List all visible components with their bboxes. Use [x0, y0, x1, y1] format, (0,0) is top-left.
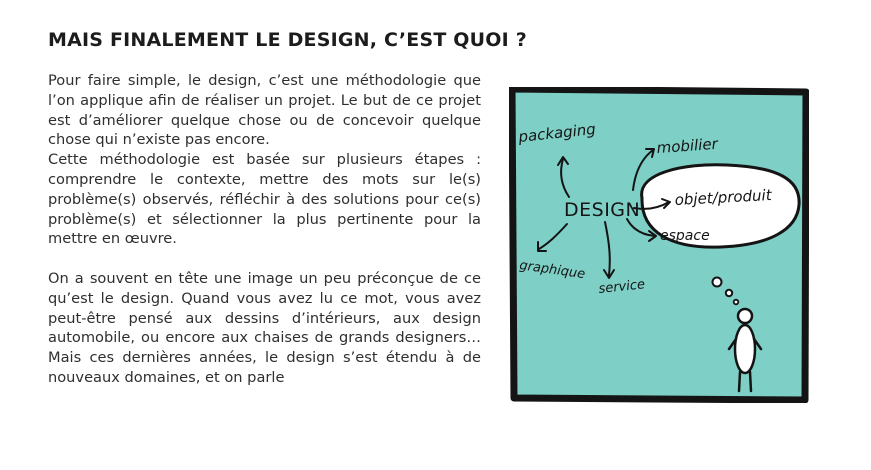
paragraph-3: On a souvent en tête une image un peu préconçue de ce qu’est le design. Quand vous avez lu ce mot, vous avez peut-être pensé aux dessins d’intérieurs, aux design automobile, ou encore aux chaises de grands designers… Mais ces dernières années, le design s’est étendu à de nouveaux domaines, et on parle	[48, 269, 481, 386]
thought-dot-large	[713, 278, 722, 287]
design-illustration	[509, 87, 809, 403]
label-mobilier: mobilier	[656, 134, 719, 157]
page-title: MAIS FINALEMENT LE DESIGN, C’EST QUOI ?	[48, 29, 527, 51]
label-espace: espace	[660, 228, 710, 244]
paragraph-2: Cette méthodologie est basée sur plusieurs étapes : comprendre le contexte, mettre des mots sur le(s) problème(s) observés, réfléchir à des solutions pour ce(s) problème(s) et sélectionner la plus pertinente pour la mettre en œuvre.	[48, 151, 481, 248]
label-objet-produit: objet/produit	[674, 185, 773, 209]
label-graphique: graphique	[518, 258, 587, 283]
label-service: service	[597, 277, 646, 297]
body-text	[48, 71, 481, 388]
thought-dot-medium	[726, 290, 732, 296]
label-packaging: packaging	[517, 119, 597, 146]
label-design: DESIGN	[564, 199, 641, 221]
thought-dot-small	[734, 300, 739, 305]
paragraph-1: Pour faire simple, le design, c’est une méthodologie que l’on applique afin de réaliser un projet. Le but de ce projet est d’améliorer quelque chose ou de concevoir quelque chose qui n’existe pas encore.	[48, 72, 481, 149]
